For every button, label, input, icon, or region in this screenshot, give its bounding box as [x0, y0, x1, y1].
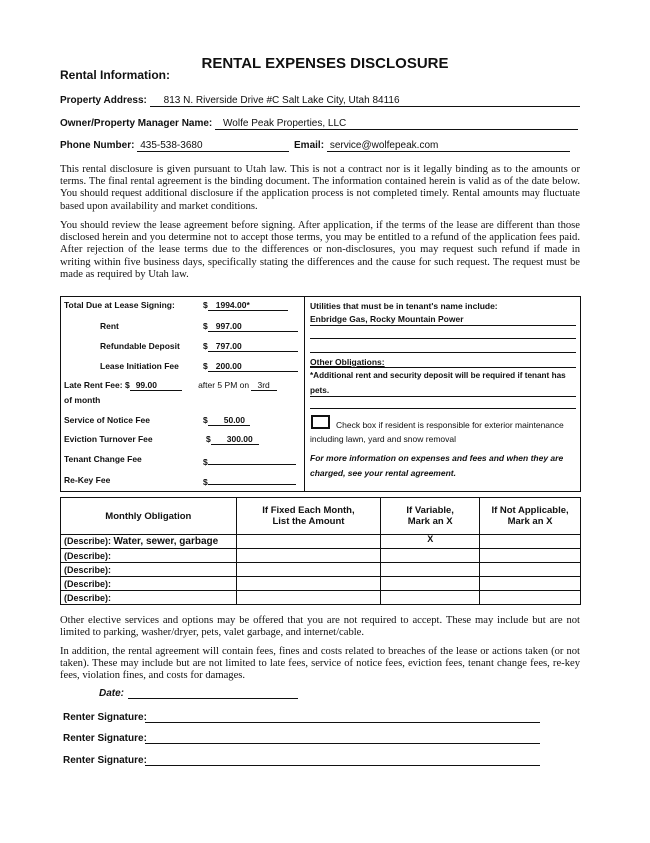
- date-label: Date:: [99, 688, 125, 699]
- other-obligations-line-3[interactable]: [310, 408, 576, 409]
- rekey-label: Re-Key Fee: [64, 475, 111, 485]
- header-not-applicable: [480, 498, 581, 535]
- email-field[interactable]: service@wolfepeak.com: [327, 140, 570, 152]
- utilities-label: Utilities that must be in tenant's name include:: [310, 301, 498, 311]
- variable-cell[interactable]: [381, 591, 480, 605]
- late-fee-field[interactable]: 99.00: [130, 380, 182, 391]
- more-info-text-2: charged, see your rental agreement.: [310, 468, 456, 478]
- eviction-fee-amount: $ 300.00: [206, 434, 259, 445]
- lease-init-label: Lease Initiation Fee: [100, 361, 179, 371]
- eviction-fee-field[interactable]: 300.00: [211, 434, 259, 445]
- deposit-label: Refundable Deposit: [100, 341, 180, 351]
- deposit-amount: $ 797.00: [203, 341, 298, 352]
- other-obligations-note-2: pets.: [310, 386, 330, 395]
- late-fee-row: [64, 380, 277, 391]
- renter-signature-label-3: Renter Signature:: [63, 755, 147, 766]
- fees-box-divider: [304, 296, 305, 492]
- late-fee-label: Late Rent Fee:: [64, 380, 123, 390]
- obligation-cell[interactable]: [61, 577, 237, 591]
- header-fixed-line-2: List the Amount: [272, 516, 345, 527]
- renter-signature-field-3[interactable]: [145, 765, 540, 766]
- tenant-change-field[interactable]: [208, 454, 296, 465]
- date-field[interactable]: [128, 698, 298, 699]
- not-applicable-cell[interactable]: [480, 535, 581, 549]
- renter-signature-label-2: Renter Signature:: [63, 733, 147, 744]
- renter-signature-label-1: Renter Signature:: [63, 712, 147, 723]
- checkbox-text-1: Check box if resident is responsible for exterior maintenance: [336, 420, 564, 430]
- variable-cell[interactable]: [381, 577, 480, 591]
- obligation-cell[interactable]: [61, 591, 237, 605]
- checkbox-text-2: including lawn, yard and snow removal: [310, 434, 456, 444]
- notice-fee-amount: $ 50.00: [203, 415, 250, 426]
- describe-label: (Describe):: [64, 564, 112, 575]
- table-row: [61, 549, 581, 563]
- more-info-text-1: For more information on expenses and fees and when they are: [310, 453, 564, 463]
- other-obligations-line-1[interactable]: [310, 367, 576, 368]
- owner-manager-row: [60, 118, 578, 130]
- notice-fee-label: Service of Notice Fee: [64, 415, 150, 425]
- describe-label: (Describe):: [64, 536, 112, 546]
- disclosure-paragraph-2: You should review the lease agreement before signing. After application, if the terms of the lease are different than those disclosed herein and you determine not to accept those terms, you may be entitled to a refund of the application fees paid. After rejection of the lease terms due to the differences or non-disclosures, you may request such refund if made in writing within five business days, specifically stating the differences and the cause for such request. The request must be made as required by Utah law.: [60, 220, 580, 280]
- table-header-row: [61, 498, 581, 535]
- fixed-amount-cell[interactable]: [236, 535, 381, 549]
- fixed-amount-cell[interactable]: [236, 577, 381, 591]
- header-fixed: [236, 498, 381, 535]
- phone-field[interactable]: 435-538-3680: [137, 140, 289, 152]
- describe-label: (Describe):: [64, 578, 112, 589]
- lease-init-amount: $ 200.00: [203, 361, 298, 372]
- page-title: RENTAL EXPENSES DISCLOSURE: [201, 55, 449, 72]
- late-fee-currency: $: [124, 380, 130, 390]
- phone-label: Phone Number:: [60, 140, 135, 151]
- variable-cell[interactable]: [381, 563, 480, 577]
- rent-label: Rent: [100, 321, 119, 331]
- not-applicable-cell[interactable]: [480, 563, 581, 577]
- table-row: [61, 591, 581, 605]
- variable-cell[interactable]: X: [381, 535, 480, 549]
- owner-manager-label: Owner/Property Manager Name:: [60, 118, 213, 129]
- disclosure-paragraph-1: This rental disclosure is given pursuant to Utah law. This is not a contract nor is it legally binding as to the amounts or terms. The final rental agreement is the binding document. The information contained herein is valid as of the date below. You should request additional disclosure if the application process is not completed timely. Rental amounts may fluctuate based upon availability and market conditions.: [60, 164, 580, 212]
- obligation-description: Water, sewer, garbage: [113, 536, 219, 547]
- fixed-amount-cell[interactable]: [236, 563, 381, 577]
- other-obligations-note-1: *Additional rent and security deposit will be required if tenant has: [310, 371, 566, 380]
- table-row: [61, 577, 581, 591]
- utilities-line-3[interactable]: [310, 352, 576, 353]
- late-fee-day-field[interactable]: 3rd: [251, 380, 277, 391]
- total-due-amount: $ 1994.00*: [203, 300, 288, 311]
- property-address-label: Property Address:: [60, 95, 147, 106]
- rent-field[interactable]: 997.00: [208, 321, 298, 332]
- monthly-obligation-table: [60, 497, 581, 605]
- rent-amount: $ 997.00: [203, 321, 298, 332]
- variable-cell[interactable]: [381, 549, 480, 563]
- property-address-field[interactable]: 813 N. Riverside Drive #C Salt Lake City, Utah 84116: [150, 95, 580, 107]
- notice-fee-field[interactable]: 50.00: [208, 415, 250, 426]
- rekey-amount: $: [203, 474, 296, 487]
- total-due-label: Total Due at Lease Signing:: [64, 300, 175, 310]
- tenant-change-amount: $: [203, 454, 296, 467]
- fixed-amount-cell[interactable]: [236, 549, 381, 563]
- total-due-field[interactable]: 1994.00*: [208, 300, 288, 311]
- table-row: [61, 563, 581, 577]
- not-applicable-cell[interactable]: [480, 577, 581, 591]
- describe-label: (Describe):: [64, 550, 112, 561]
- header-variable-line-2: Mark an X: [407, 516, 453, 527]
- not-applicable-cell[interactable]: [480, 549, 581, 563]
- obligation-cell[interactable]: [61, 563, 237, 577]
- disclosure-paragraph-4: In addition, the rental agreement will contain fees, fines and costs related to breaches of the lease or actions taken (or not taken). These may include but are not limited to late fees, service of notice fees, eviction fees, tenant change fees, re-key fees, violation fines, and costs for damages.: [60, 646, 580, 682]
- eviction-fee-label: Eviction Turnover Fee: [64, 434, 153, 444]
- header-na-line-1: If Not Applicable,: [491, 505, 569, 516]
- header-monthly-obligation: Monthly Obligation: [61, 498, 237, 535]
- other-obligations-line-2[interactable]: [310, 396, 576, 397]
- phone-email-row: [60, 140, 570, 152]
- property-address-row: [60, 95, 580, 107]
- header-na-line-2: Mark an X: [507, 516, 553, 527]
- fixed-amount-cell[interactable]: [236, 591, 381, 605]
- exterior-maintenance-checkbox[interactable]: [311, 415, 330, 429]
- table-row: [61, 535, 581, 549]
- email-label: Email:: [294, 140, 325, 151]
- header-variable: [381, 498, 480, 535]
- owner-manager-field[interactable]: Wolfe Peak Properties, LLC: [215, 118, 578, 130]
- obligation-cell[interactable]: [61, 535, 237, 549]
- utilities-field[interactable]: Enbridge Gas, Rocky Mountain Power: [310, 314, 576, 326]
- disclosure-paragraph-3: Other elective services and options may be offered that you are not required to accept. These may include but are not limited to parking, washer/dryer, pets, valet garbage, and internet/cable.: [60, 615, 580, 639]
- late-fee-suffix: of month: [64, 395, 101, 405]
- other-obligations-label: Other Obligations:: [310, 357, 385, 367]
- describe-label: (Describe):: [64, 592, 112, 603]
- rental-info-heading: Rental Information:: [60, 68, 170, 82]
- utilities-line-2[interactable]: [310, 338, 576, 339]
- late-fee-after: after 5 PM on: [198, 380, 250, 390]
- renter-signature-field-1[interactable]: [145, 722, 540, 723]
- tenant-change-label: Tenant Change Fee: [64, 454, 142, 464]
- lease-init-field[interactable]: 200.00: [208, 361, 298, 372]
- deposit-field[interactable]: 797.00: [208, 341, 298, 352]
- renter-signature-field-2[interactable]: [145, 743, 540, 744]
- obligation-cell[interactable]: [61, 549, 237, 563]
- rekey-field[interactable]: [208, 474, 296, 485]
- header-variable-line-1: If Variable,: [406, 505, 454, 516]
- not-applicable-cell[interactable]: [480, 591, 581, 605]
- header-fixed-line-1: If Fixed Each Month,: [262, 505, 355, 516]
